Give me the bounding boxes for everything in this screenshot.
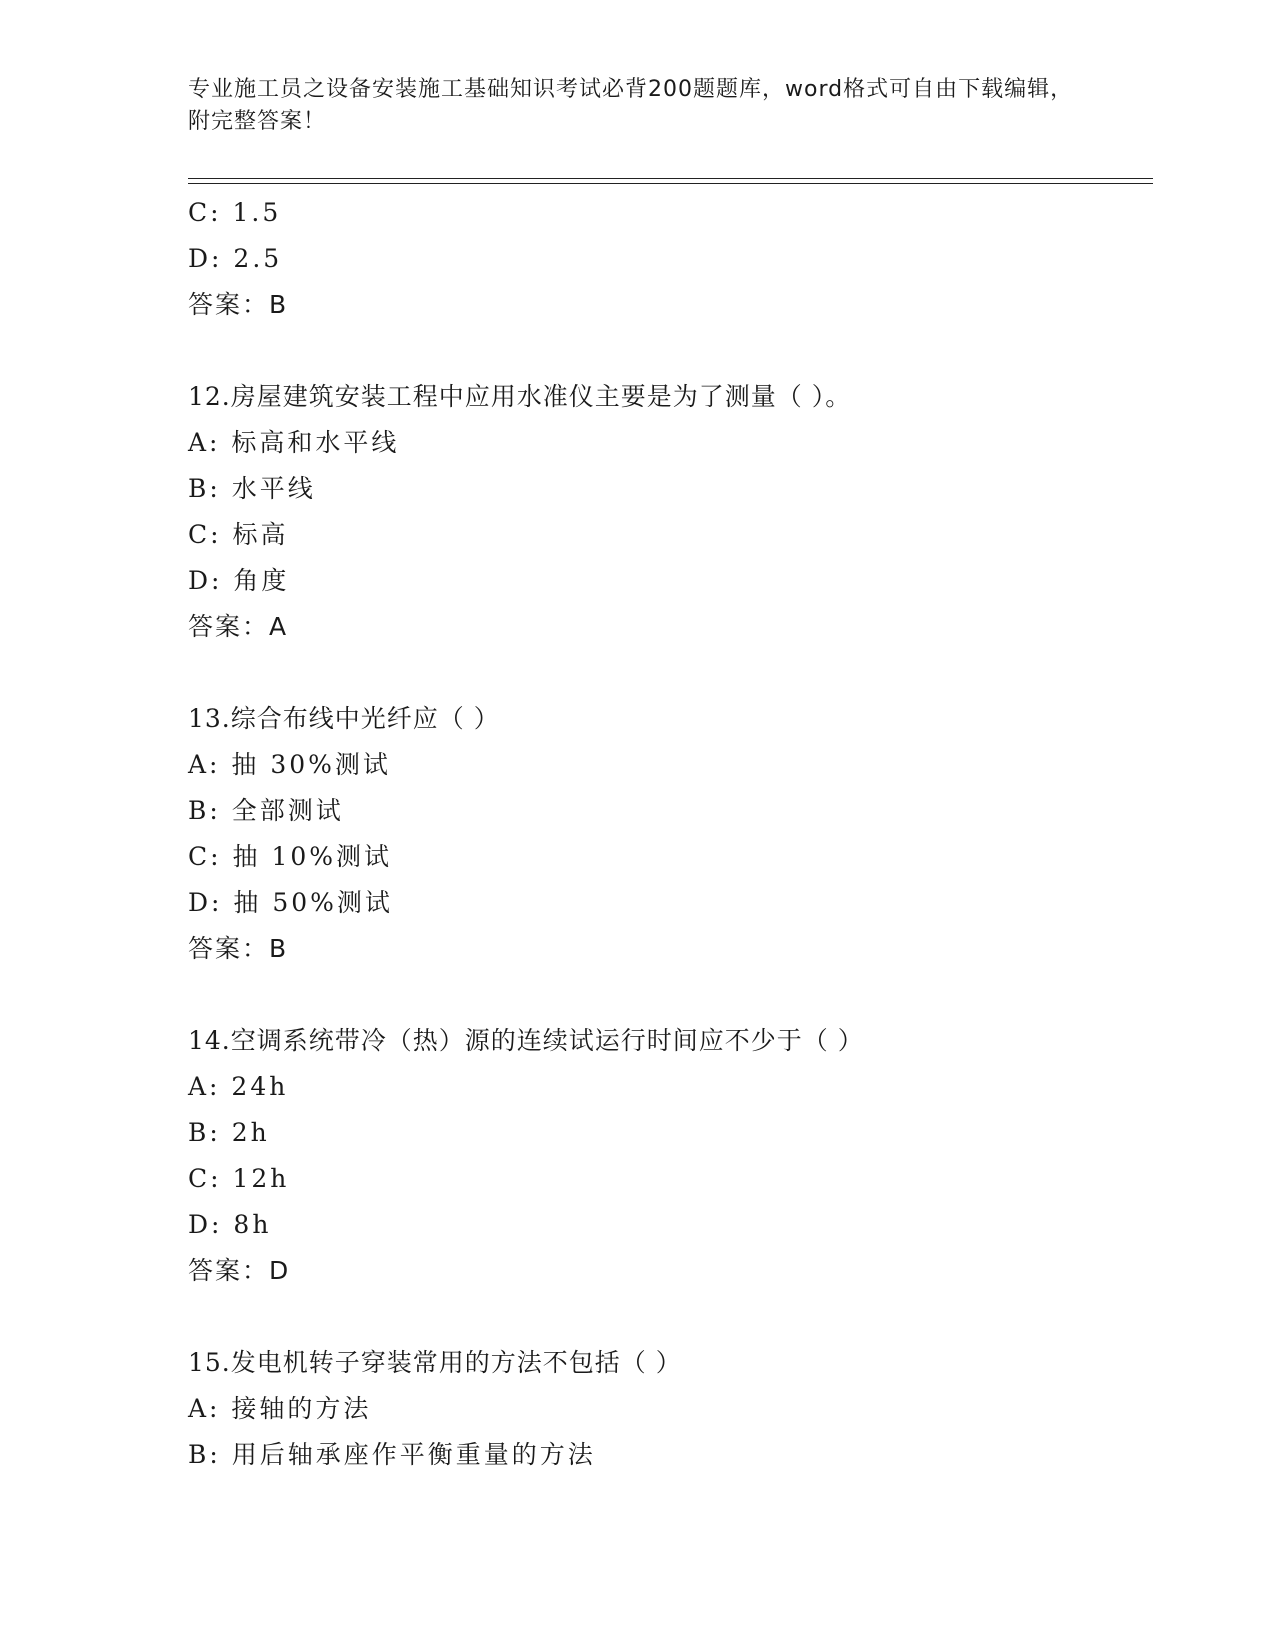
question-12 — [188, 374, 1148, 650]
option-d: D: 2.5 — [188, 244, 283, 273]
option-a: A: 接轴的方法 — [188, 1394, 372, 1423]
option-b: B: 2h — [188, 1118, 270, 1147]
option-c: C: 抽 10%测试 — [188, 842, 393, 871]
spacer — [188, 1294, 1148, 1340]
option-a: A: 标高和水平线 — [188, 428, 400, 457]
question-stem: 12.房屋建筑安装工程中应用水准仪主要是为了测量（ ）。 — [188, 382, 852, 411]
option-c: C: 标高 — [188, 520, 289, 549]
option-b: B: 全部测试 — [188, 796, 344, 825]
option-d: D: 8h — [188, 1210, 272, 1239]
option-a: A: 24h — [188, 1072, 289, 1101]
answer-line: 答案：D — [188, 1256, 291, 1285]
answer-line: 答案：B — [188, 934, 289, 963]
question-stem: 15.发电机转子穿装常用的方法不包括（ ） — [188, 1348, 682, 1377]
question-15 — [188, 1340, 1148, 1478]
spacer — [188, 972, 1148, 1018]
option-b: B: 用后轴承座作平衡重量的方法 — [188, 1440, 596, 1469]
option-c: C: 12h — [188, 1164, 290, 1193]
document-title: 专业施工员之设备安装施工基础知识考试必背200题题库，word格式可自由下载编辑，附完整答案！ — [188, 77, 1074, 134]
question-stem: 14.空调系统带冷（热）源的连续试运行时间应不少于（ ） — [188, 1026, 864, 1055]
option-a: A: 抽 30%测试 — [188, 750, 391, 779]
option-d: D: 抽 50%测试 — [188, 888, 393, 917]
answer-line: 答案：A — [188, 612, 289, 641]
option-b: B: 水平线 — [188, 474, 316, 503]
question-list — [188, 190, 1148, 1478]
question-stem: 13.综合布线中光纤应（ ） — [188, 704, 500, 733]
answer-line: 答案：B — [188, 290, 289, 319]
spacer — [188, 328, 1148, 374]
question-13 — [188, 696, 1148, 972]
spacer — [188, 650, 1148, 696]
question-11-continued — [188, 190, 1148, 328]
header-divider-bottom — [188, 183, 1153, 184]
header-divider-top — [188, 178, 1153, 179]
option-d: D: 角度 — [188, 566, 290, 595]
option-c: C: 1.5 — [188, 198, 282, 227]
question-14 — [188, 1018, 1148, 1294]
